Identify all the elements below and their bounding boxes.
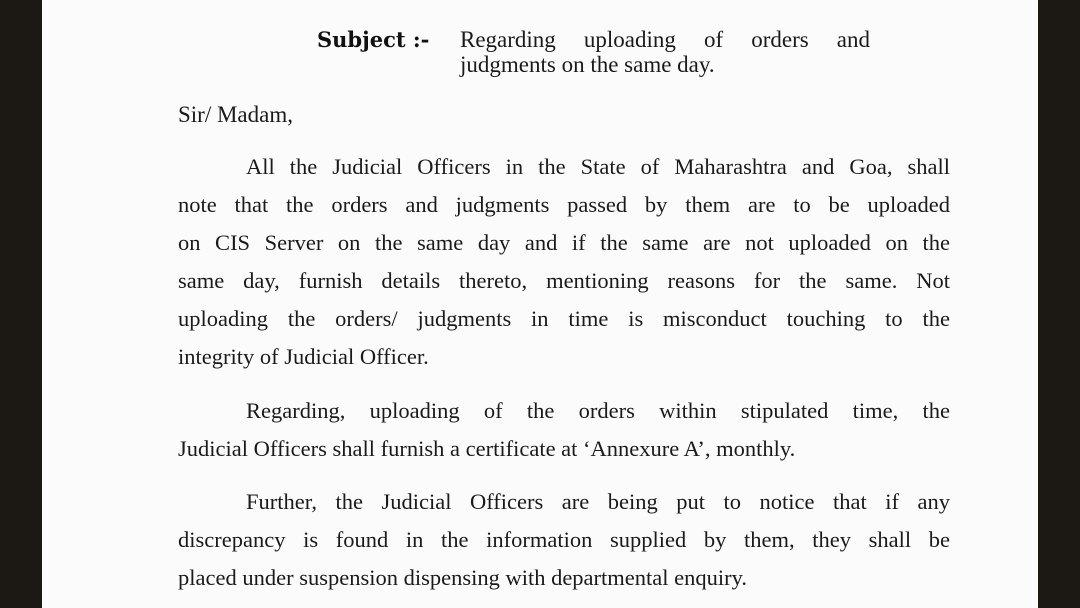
paragraph-1-line: All the Judicial Officers in the State of Maharashtra and Goa, shall (246, 154, 950, 179)
paragraph-3-line: discrepancy is found in the information supplied by them, they shall be (178, 527, 950, 552)
paragraph-1-line: note that the orders and judgments passed by them are to be uploaded (178, 192, 950, 217)
paragraph-1-line: same day, furnish details thereto, mentioning reasons for the same. Not (178, 268, 950, 293)
salutation: Sir/ Madam, (178, 102, 293, 127)
paragraph-2-line: Judicial Officers shall furnish a certificate at ‘Annexure A’, monthly. (178, 436, 796, 461)
paragraph-1-line: on CIS Server on the same day and if the same are not uploaded on the (178, 230, 950, 255)
document-page (42, 0, 1038, 608)
paragraph-3-line: placed under suspension dispensing with departmental enquiry. (178, 565, 748, 590)
paragraph-3-line: Further, the Judicial Officers are being put to notice that if any (246, 489, 950, 514)
paragraph-1-line: uploading the orders/ judgments in time is misconduct touching to the (178, 306, 950, 331)
subject-line-1: Regarding uploading of orders and (460, 27, 870, 52)
paragraph-1-line: integrity of Judicial Officer. (178, 344, 429, 369)
subject-line-2: judgments on the same day. (460, 52, 715, 77)
paragraph-2-line: Regarding, uploading of the orders within stipulated time, the (246, 398, 950, 423)
subject-label: Subject :- (317, 27, 430, 52)
